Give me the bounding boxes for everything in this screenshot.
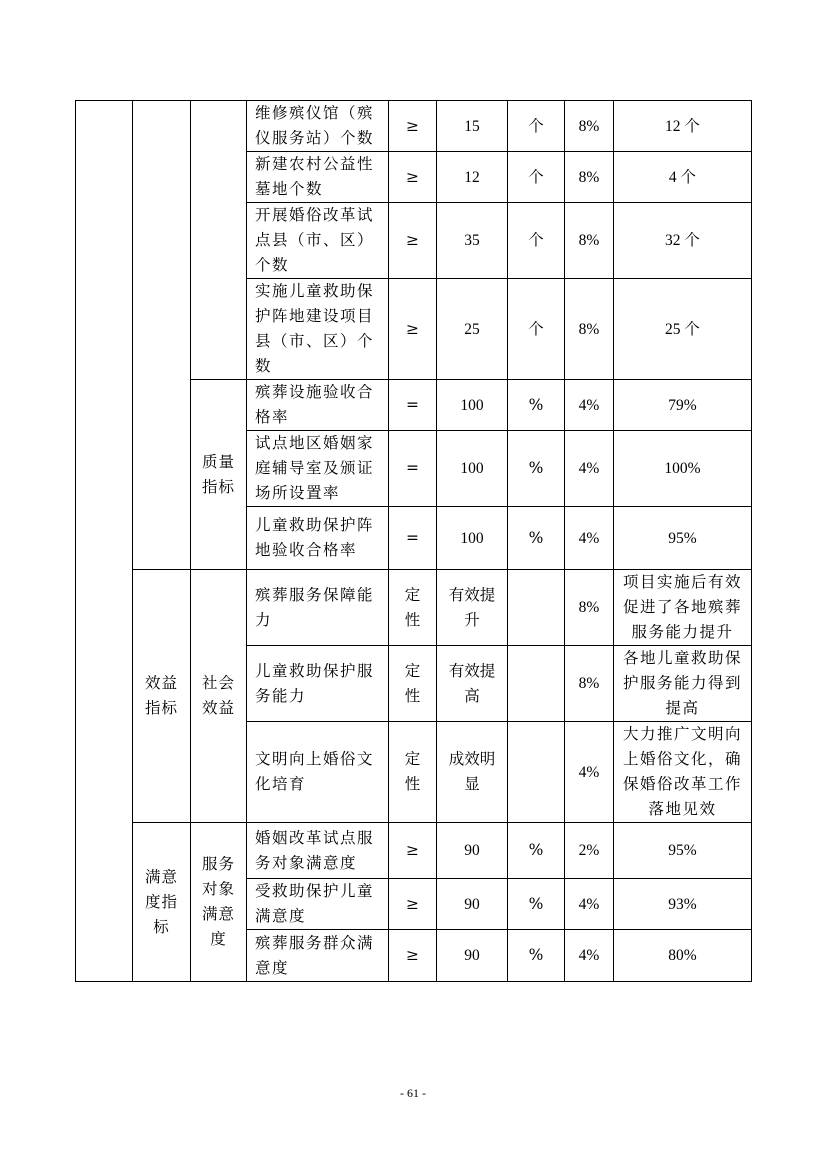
actual-value: 25 个 [614,279,752,380]
comparison-op: = [389,380,437,431]
actual-value: 项目实施后有效促进了各地殡葬服务能力提升 [614,570,752,646]
actual-value: 各地儿童救助保护服务能力得到提高 [614,646,752,722]
target-value: 35 [437,203,508,279]
performance-indicator-table [75,100,752,982]
comparison-op: = [389,431,437,507]
indicator-name: 维修殡仪馆（殡仪服务站）个数 [247,101,389,152]
weight: 8% [565,646,614,722]
benefit-indicator-label: 效益指标 [133,570,191,823]
weight: 4% [565,507,614,570]
weight: 4% [565,930,614,982]
actual-value: 80% [614,930,752,982]
page-number: - 61 - [400,1086,426,1100]
social-benefit-label: 社会效益 [191,570,247,823]
table-row [76,823,752,879]
weight: 4% [565,722,614,823]
target-value: 100 [437,380,508,431]
actual-value: 32 个 [614,203,752,279]
unit: 个 [508,279,565,380]
actual-value: 95% [614,507,752,570]
comparison-op: ≥ [389,203,437,279]
actual-value: 93% [614,879,752,930]
blank-level3-cell [191,101,247,380]
indicator-name: 儿童救助保护服务能力 [247,646,389,722]
weight: 8% [565,570,614,646]
comparison-op: ≥ [389,823,437,879]
indicator-name: 试点地区婚姻家庭辅导室及颁证场所设置率 [247,431,389,507]
actual-value: 12 个 [614,101,752,152]
unit [508,722,565,823]
comparison-op: = [389,507,437,570]
unit: % [508,507,565,570]
comparison-op: 定性 [389,722,437,823]
indicator-name: 文明向上婚俗文化培育 [247,722,389,823]
indicator-name: 新建农村公益性墓地个数 [247,152,389,203]
unit [508,646,565,722]
indicator-name: 殡葬服务群众满意度 [247,930,389,982]
target-value: 90 [437,823,508,879]
target-value: 100 [437,507,508,570]
target-value: 12 [437,152,508,203]
unit: 个 [508,152,565,203]
unit [508,570,565,646]
target-value: 90 [437,879,508,930]
target-value: 有效提升 [437,570,508,646]
table-row [76,101,752,152]
table-row [76,570,752,646]
indicator-name: 殡葬服务保障能力 [247,570,389,646]
actual-value: 大力推广文明向上婚俗文化，确保婚俗改革工作落地见效 [614,722,752,823]
target-value: 有效提高 [437,646,508,722]
weight: 4% [565,380,614,431]
actual-value: 95% [614,823,752,879]
actual-value: 100% [614,431,752,507]
satisfaction-indicator-label: 满意度指标 [133,823,191,982]
unit: 个 [508,101,565,152]
target-value: 15 [437,101,508,152]
target-value: 100 [437,431,508,507]
comparison-op: 定性 [389,646,437,722]
comparison-op: ≥ [389,930,437,982]
weight: 8% [565,203,614,279]
weight: 4% [565,431,614,507]
indicator-name: 实施儿童救助保护阵地建设项目县（市、区）个数 [247,279,389,380]
indicator-name: 殡葬设施验收合格率 [247,380,389,431]
indicator-name: 开展婚俗改革试点县（市、区）个数 [247,203,389,279]
indicator-name: 婚姻改革试点服务对象满意度 [247,823,389,879]
indicator-name: 受救助保护儿童满意度 [247,879,389,930]
comparison-op: ≥ [389,152,437,203]
blank-level2-cell [133,101,191,570]
target-value: 90 [437,930,508,982]
comparison-op: ≥ [389,101,437,152]
weight: 8% [565,101,614,152]
unit: % [508,823,565,879]
unit: % [508,930,565,982]
comparison-op: ≥ [389,279,437,380]
weight: 8% [565,279,614,380]
comparison-op: ≥ [389,879,437,930]
service-satisfaction-label: 服务对象满意度 [191,823,247,982]
target-value: 成效明显 [437,722,508,823]
unit: 个 [508,203,565,279]
weight: 8% [565,152,614,203]
unit: % [508,431,565,507]
unit: % [508,380,565,431]
blank-level1-cell [76,101,133,982]
target-value: 25 [437,279,508,380]
actual-value: 79% [614,380,752,431]
actual-value: 4 个 [614,152,752,203]
weight: 4% [565,879,614,930]
indicator-name: 儿童救助保护阵地验收合格率 [247,507,389,570]
comparison-op: 定性 [389,570,437,646]
weight: 2% [565,823,614,879]
unit: % [508,879,565,930]
quality-indicator-label: 质量指标 [191,380,247,570]
